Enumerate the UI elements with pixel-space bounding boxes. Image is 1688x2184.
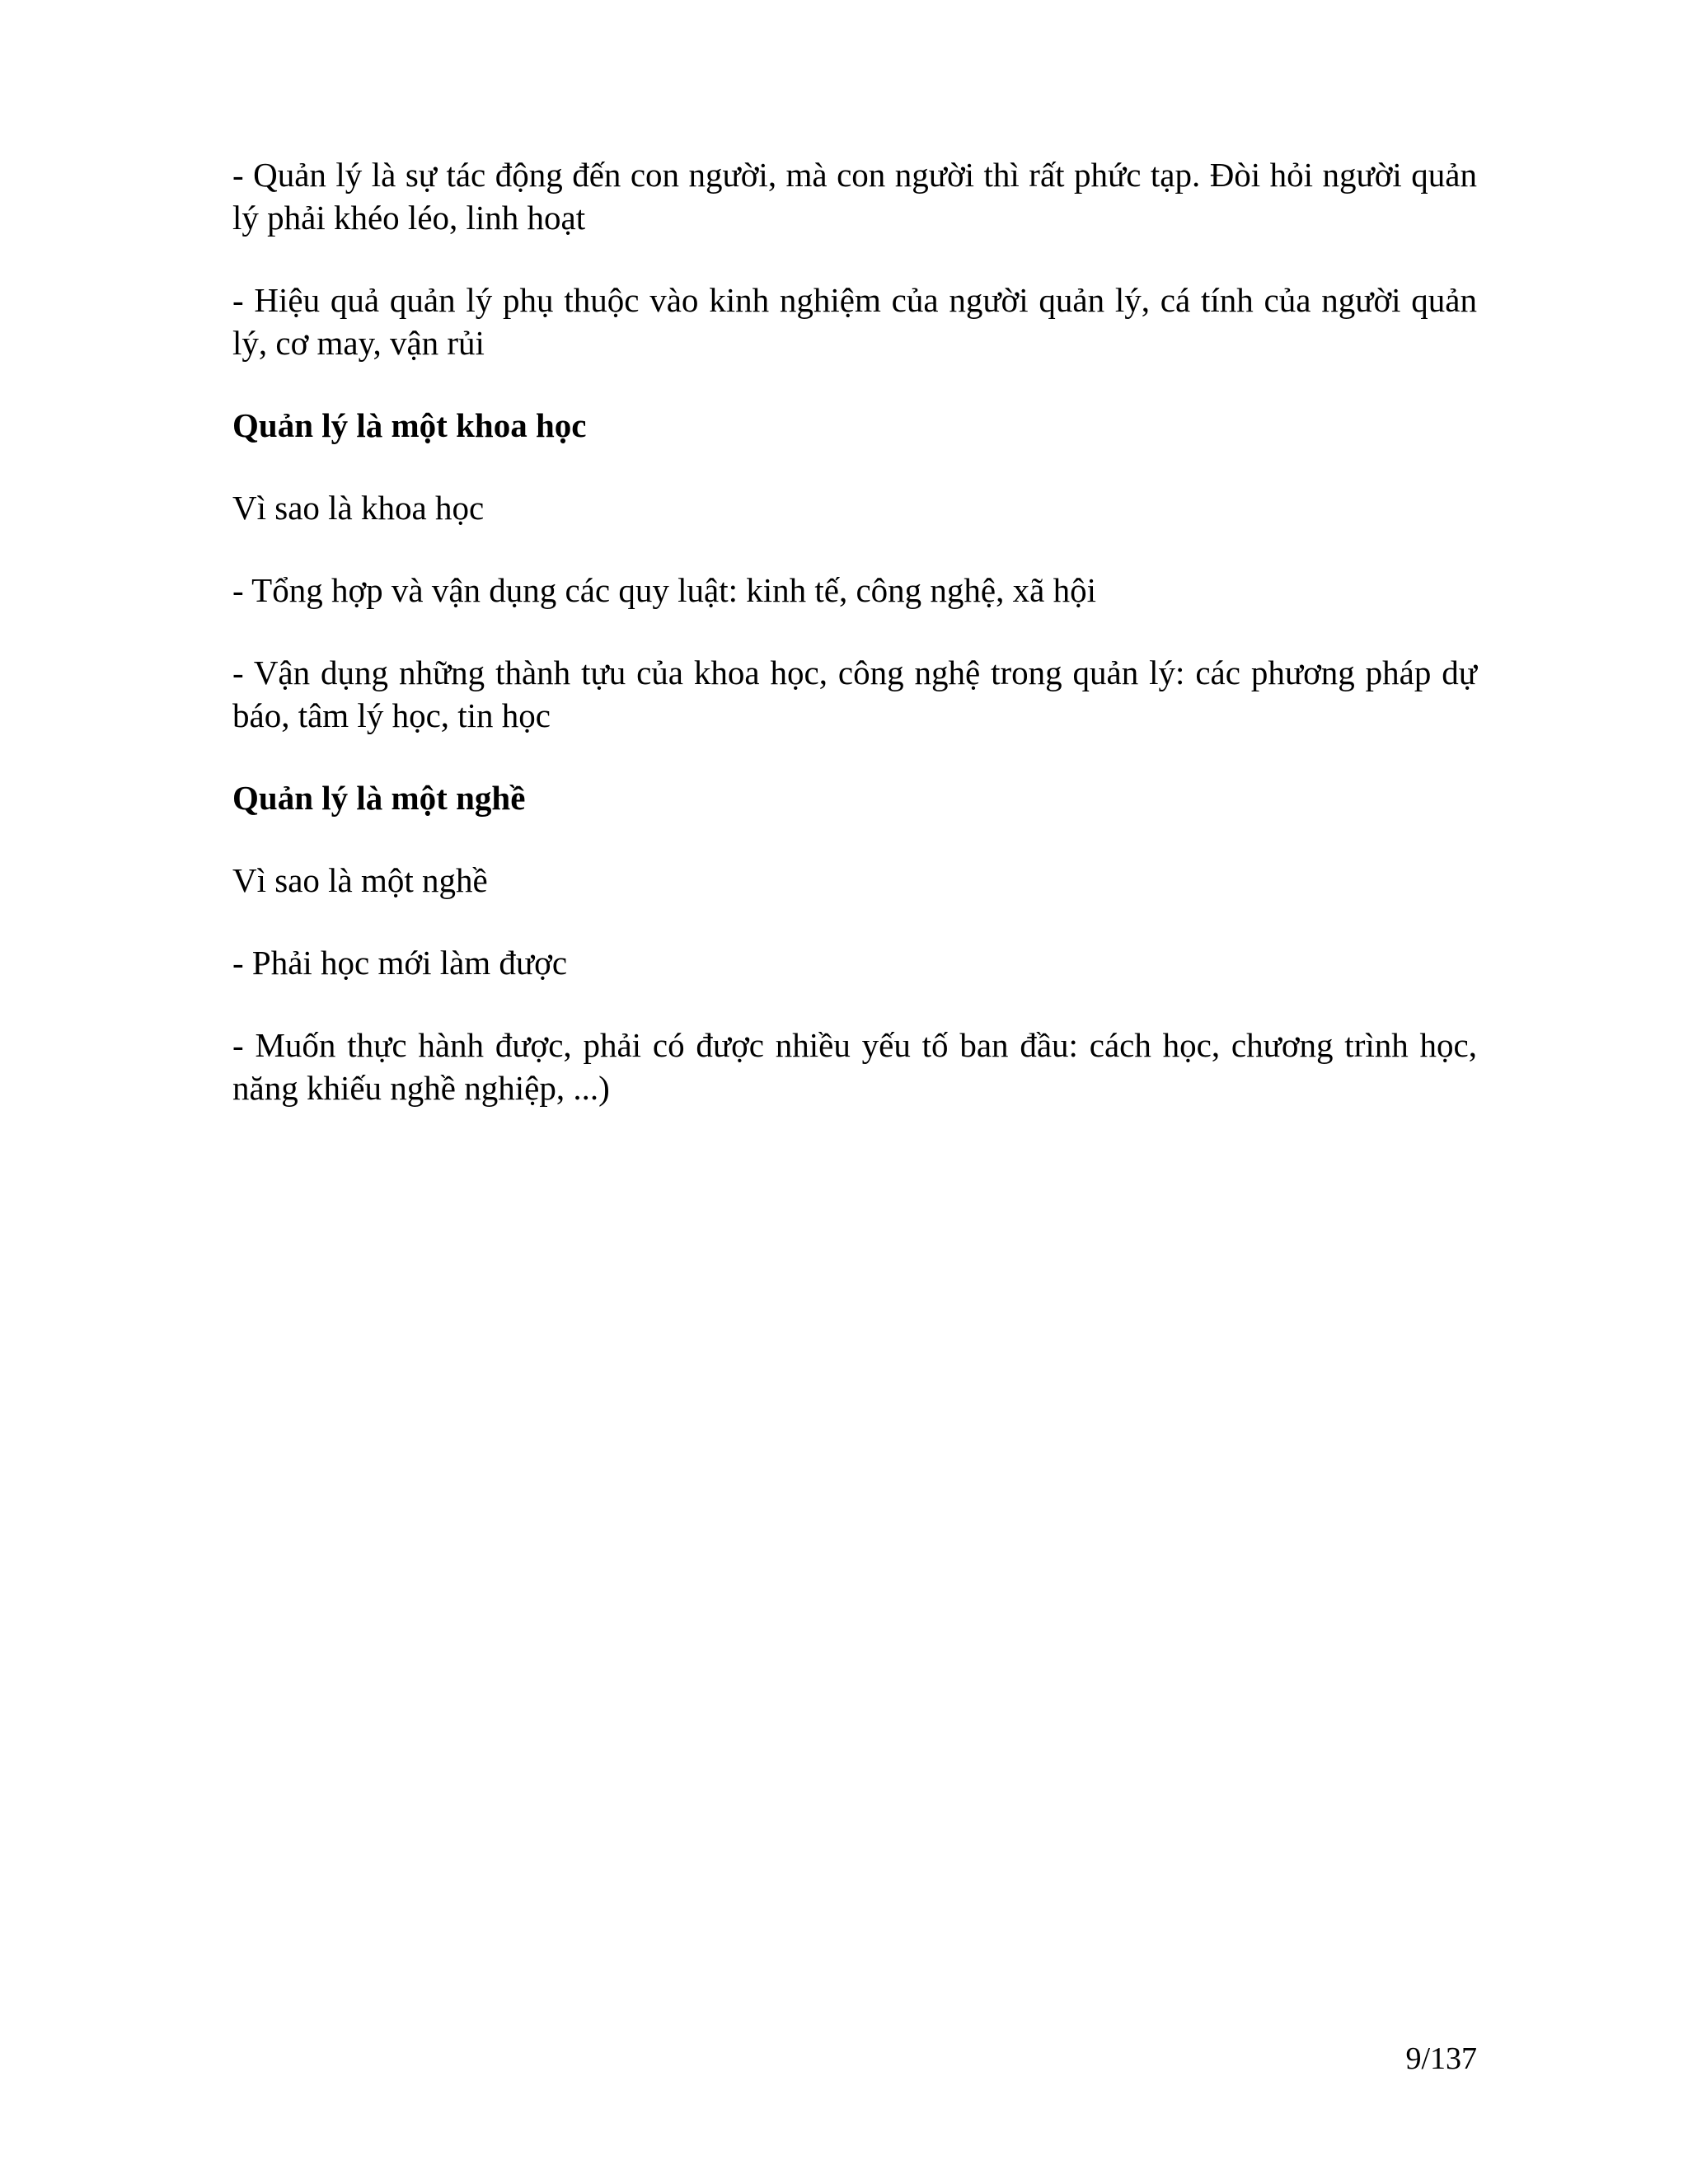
paragraph-why-science: Vì sao là khoa học xyxy=(232,489,485,527)
paragraph-why-profession: Vì sao là một nghề xyxy=(232,861,488,899)
page-number: 9/137 xyxy=(1405,2041,1477,2076)
paragraph-complexity: - Quản lý là sự tác động đến con người, mà con người thì rất phức tạp. Đòi hỏi người quản lý phải khéo léo, linh hoạt xyxy=(232,156,1477,237)
paragraph-achievements: - Vận dụng những thành tựu của khoa học, công nghệ trong quản lý: các phương pháp dự báo, tâm lý học, tin học xyxy=(232,654,1477,734)
paragraph-must-learn: - Phải học mới làm được xyxy=(232,944,568,982)
paragraph-practice: - Muốn thực hành được, phải có được nhiều yếu tố ban đầu: cách học, chương trình học, năng khiếu nghề nghiệp, ...) xyxy=(232,1026,1477,1107)
paragraph-laws: - Tổng hợp và vận dụng các quy luật: kinh tế, công nghệ, xã hội xyxy=(232,571,1096,609)
document-body xyxy=(232,153,1477,1149)
heading-science: Quản lý là một khoa học xyxy=(232,406,587,444)
paragraph-effectiveness: - Hiệu quả quản lý phụ thuộc vào kinh nghiệm của người quản lý, cá tính của người quản lý, cơ may, vận rủi xyxy=(232,281,1477,362)
heading-profession: Quản lý là một nghề xyxy=(232,779,526,817)
